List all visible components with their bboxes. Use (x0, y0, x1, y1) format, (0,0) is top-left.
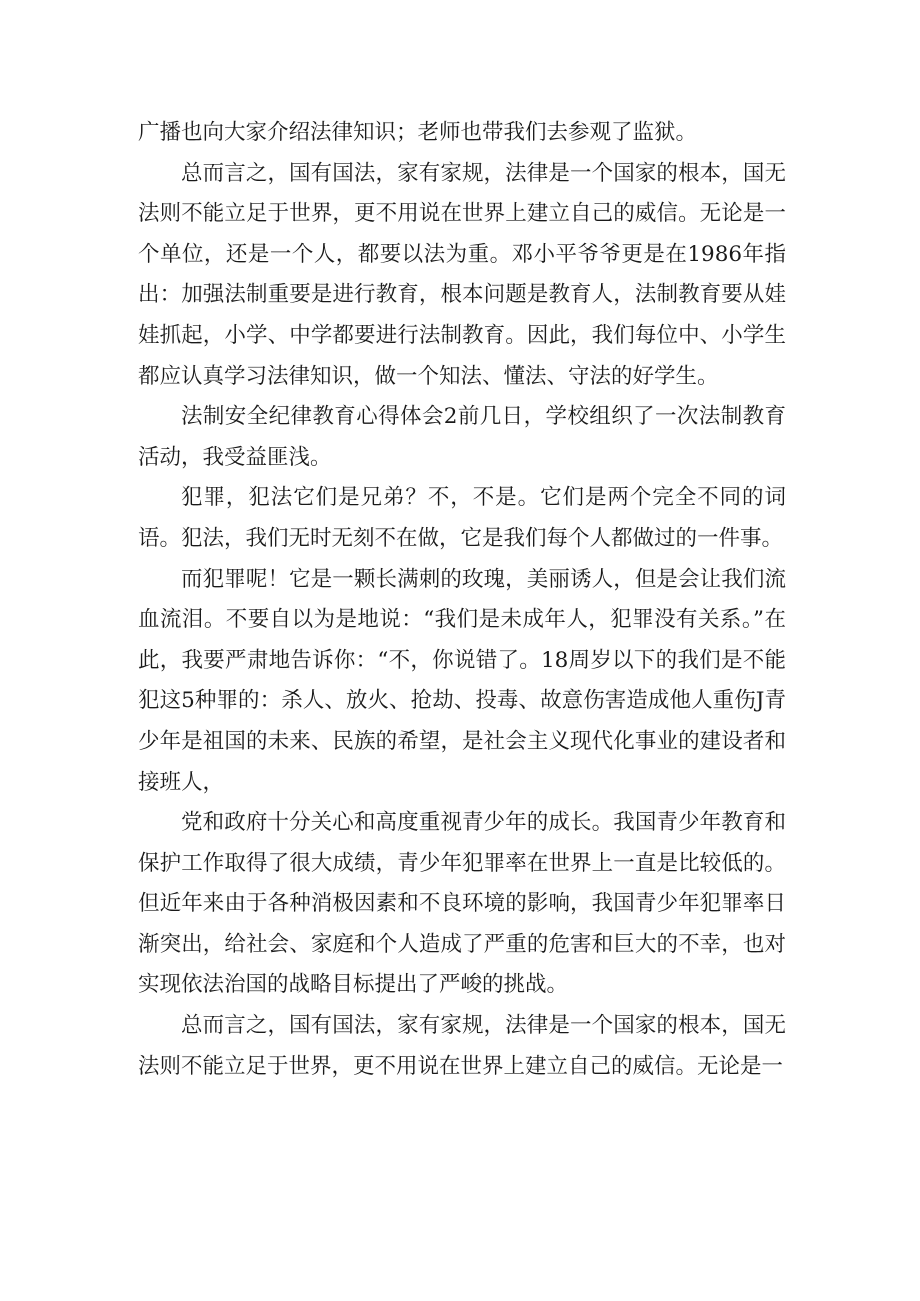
paragraph-3: 法制安全纪律教育心得体会2前几日，学校组织了一次法制教育活动，我受益匪浅。 (138, 404, 786, 470)
document-body (138, 113, 786, 1087)
paragraph-4: 犯罪，犯法它们是兄弟？不，不是。它们是两个完全不同的词语。犯法，我们无时无刻不在做，它是我们每个人都做过的一件事。 (138, 485, 786, 551)
paragraph-2: 总而言之，国有国法，家有家规，法律是一个国家的根本，国无法则不能立足于世界，更不用说在世界上建立自己的威信。无论是一个单位，还是一个人，都要以法为重。邓小平爷爷更是在1986年指出：加强法制重要是进行教育，根本问题是教育人，法制教育要从娃娃抓起，小学、中学都要进行法制教育。因此，我们每位中、小学生都应认真学习法律知识，做一个知法、懂法、守法的好学生。 (138, 160, 786, 389)
paragraph-1: 广播也向大家介绍法律知识；老师也带我们去参观了监狱。 (138, 120, 698, 145)
paragraph-5: 而犯罪呢！它是一颗长满刺的玫瑰，美丽诱人，但是会让我们流血流泪。不要自以为是地说：“我们是未成年人，犯罪没有关系。”在此，我要严肃地告诉你：“不，你说错了。18周岁以下的我们是不能犯这5种罪的：杀人、放火、抢劫、投毒、故意伤害造成他人重伤J青少年是祖国的未来、民族的希望，是社会主义现代化事业的建设者和接班人， (138, 566, 786, 795)
paragraph-7: 总而言之，国有国法，家有家规，法律是一个国家的根本，国无法则不能立足于世界，更不用说在世界上建立自己的威信。无论是一 (138, 1013, 786, 1079)
paragraph-6: 党和政府十分关心和高度重视青少年的成长。我国青少年教育和保护工作取得了很大成绩，青少年犯罪率在世界上一直是比较低的。但近年来由于各种消极因素和不良环境的影响，我国青少年犯罪率日渐突出，给社会、家庭和个人造成了严重的危害和巨大的不幸，也对实现依法治国的战略目标提出了严峻的挑战。 (138, 810, 786, 998)
